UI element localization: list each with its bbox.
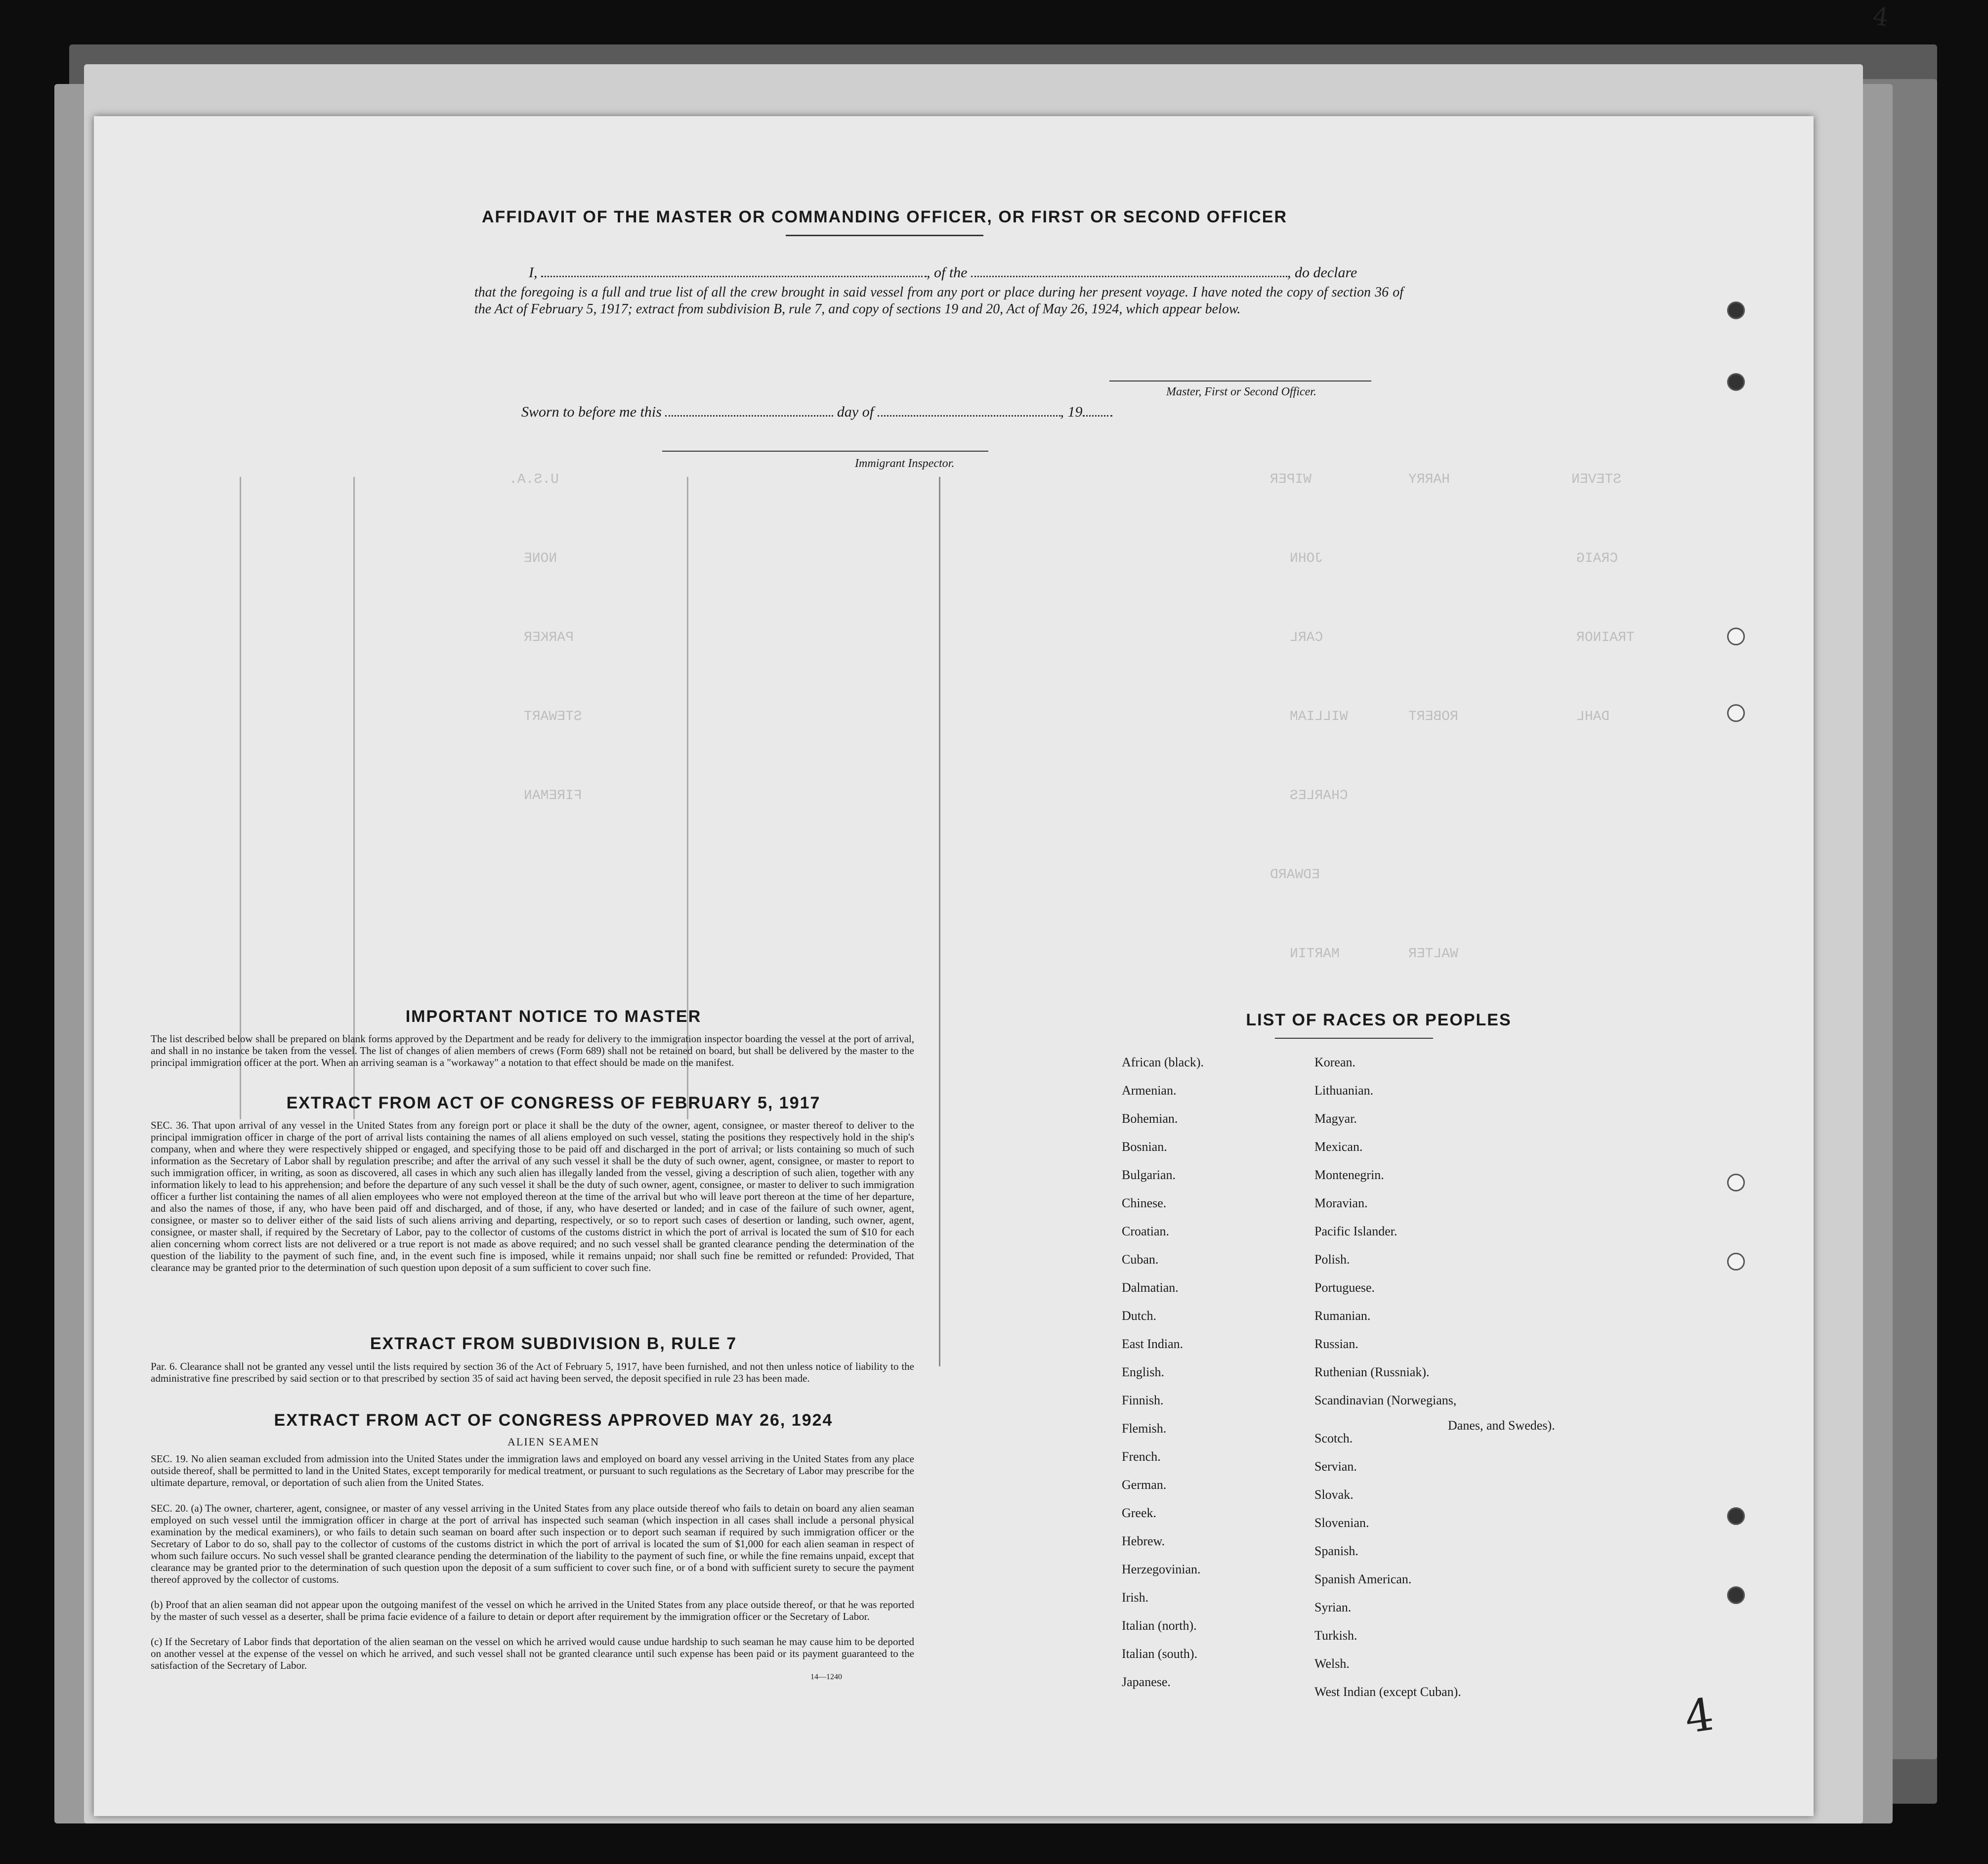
ghost-word: HARRY <box>1408 472 1450 487</box>
race-item: Hebrew. <box>1122 1534 1165 1548</box>
ghost-word: U.S.A. <box>509 472 559 487</box>
sworn-start: Sworn to before me this <box>521 404 662 420</box>
race-item: Herzegovinian. <box>1122 1562 1201 1576</box>
race-item: Montenegrin. <box>1314 1168 1384 1182</box>
ghost-word: CHARLES <box>1290 788 1348 804</box>
punch-hole <box>1727 1253 1745 1271</box>
declaration-start: I, <box>529 264 538 281</box>
form-number: 14—1240 <box>810 1673 842 1681</box>
signature-label: Master, First or Second Officer. <box>1166 385 1316 398</box>
punch-hole <box>1727 1174 1745 1191</box>
race-item: Cuban. <box>1122 1252 1159 1267</box>
race-item: African (black). <box>1122 1055 1204 1069</box>
race-item: Servian. <box>1314 1459 1357 1474</box>
ghost-word: CARL <box>1290 630 1323 645</box>
title-rule <box>786 235 983 236</box>
scandinavian-continuation: Danes, and Swedes). <box>1448 1418 1555 1433</box>
race-item: Moravian. <box>1314 1196 1368 1210</box>
race-item: Greek. <box>1122 1506 1157 1520</box>
race-item: German. <box>1122 1478 1167 1492</box>
race-item: West Indian (except Cuban). <box>1314 1685 1461 1699</box>
race-item: Welsh. <box>1314 1656 1350 1671</box>
sworn-end: , 19 <box>1060 404 1083 420</box>
sec20b-text: (b) Proof that an alien seaman did not appear upon the outgoing manifest of the vessel on which he arrived in the United States from any place outside thereof, or that he was reported by the master of such vessel as a deserter, shall be prima facie evidence of a failure to detain or deport after requirement by the immigration officer or the Secretary of Labor. <box>151 1599 914 1622</box>
ghost-word: WALTER <box>1408 946 1458 962</box>
extract-1924-title: EXTRACT FROM ACT OF CONGRESS APPROVED MAY 26, 1924 <box>274 1411 833 1430</box>
affidavit-title: AFFIDAVIT OF THE MASTER OR COMMANDING OFFICER, OR FIRST OR SECOND OFFICER <box>482 208 1287 226</box>
ghost-word: WIPER <box>1270 472 1312 487</box>
sworn-mid: day of <box>837 404 874 420</box>
document-page <box>94 1 1891 1816</box>
handwritten-mark: 4 <box>1871 1 1891 32</box>
race-item: Bulgarian. <box>1122 1168 1176 1182</box>
race-item: Croatian. <box>1122 1224 1170 1238</box>
affidavit-body: that the foregoing is a full and true list of all the crew brought in said vessel from any port or place during her present voyage. I have noted the copy of section 36 of the Act of February 5, 1917; extract from subdivision B, rule 7, and copy of sections 19 and 20, Act of May 26, 1924, which appear below. <box>474 285 1403 317</box>
race-item: Russian. <box>1314 1337 1358 1351</box>
race-item: Mexican. <box>1314 1140 1363 1154</box>
race-item: Scandinavian (Norwegians, <box>1314 1393 1457 1407</box>
race-item: Japanese. <box>1122 1675 1171 1689</box>
race-item: Slovenian. <box>1314 1516 1369 1530</box>
ghost-word: MARTIN <box>1290 946 1340 962</box>
race-item: Flemish. <box>1122 1421 1167 1436</box>
race-item: East Indian. <box>1122 1337 1184 1351</box>
column-rule <box>939 477 940 1366</box>
race-item: English. <box>1122 1365 1164 1379</box>
race-item: Bosnian. <box>1122 1140 1167 1154</box>
punch-hole <box>1727 301 1745 319</box>
race-item: Polish. <box>1314 1252 1350 1267</box>
punch-hole <box>1727 628 1745 645</box>
race-item: Korean. <box>1314 1055 1356 1069</box>
race-item: Ruthenian (Russniak). <box>1314 1365 1430 1379</box>
rule7-text: Par. 6. Clearance shall not be granted any vessel until the lists required by section 36 of the Act of February 5, 1917, have been furnished, and not then unless notice of liability to the administrative fine prescribed by said section or to that prescribed by section 35 of said act having been served, the deposit specified in rule 23 has been made. <box>151 1360 914 1384</box>
ghost-word: WILLIAM <box>1290 709 1348 724</box>
notice-text: The list described below shall be prepared on blank forms approved by the Department and be ready for delivery to the immigration inspector boarding the vessel at the port of arrival, and shall in no instance be taken from the vessel. The list of changes of alien members of crews (Form 689) shall not be retained on board, but shall be delivered by the master to the principal immigration officer at the port. When an arriving seaman is a "workaway" a notation to that effect should be made on the manifest. <box>151 1033 914 1068</box>
day-blank[interactable] <box>665 415 833 417</box>
alien-seamen-subtitle: ALIEN SEAMEN <box>508 1436 599 1448</box>
extract-1917-title: EXTRACT FROM ACT OF CONGRESS OF FEBRUARY 5, 1917 <box>286 1094 821 1112</box>
race-item: Lithuanian. <box>1314 1083 1374 1098</box>
race-item: Spanish American. <box>1314 1572 1412 1586</box>
sec19-text: SEC. 19. No alien seaman excluded from admission into the United States under the immigration laws and employed on board any vessel arriving in the United States from any place outside thereof, shall be permitted to land in the United States, except temporarily for medical treatment, or pursuant to such regulations as the Secretary of Labor may prescribe for the ultimate departure, removal, or deportation of such alien from the United States. <box>151 1453 914 1488</box>
ghost-word: STEVEN <box>1571 472 1621 487</box>
declaration-mid: , of the <box>927 264 968 281</box>
inspector-label: Immigrant Inspector. <box>855 457 955 470</box>
ghost-word: NONE <box>524 551 557 566</box>
races-rule <box>1275 1038 1433 1039</box>
race-item: Rumanian. <box>1314 1309 1371 1323</box>
race-item: Portuguese. <box>1314 1280 1375 1295</box>
notice-title: IMPORTANT NOTICE TO MASTER <box>405 1007 702 1026</box>
ghost-word: FIREMAN <box>524 788 582 804</box>
ghost-word: ROBERT <box>1408 709 1458 724</box>
sworn-line <box>521 404 1112 421</box>
race-item: French. <box>1122 1449 1161 1464</box>
extract-1917-text: SEC. 36. That upon arrival of any vessel in the United States from any foreign port or place it shall be the duty of the owner, agent, consignee, or master thereof to deliver to the principal immigration officer in charge of the port of arrival lists containing the names of all aliens employed on such vessel, stating the positions they respectively hold in the ship's company, when and where they were respectively shipped or engaged, and specifying those to be paid off and discharged in the port of arrival; or lists containing so much of such information as the Secretary of Labor shall by regulation prescribe; and after the arrival of any such vessel it shall be the duty of such owner, agent, consignee, or master to report to such immigration officer, in writing, as soon as discovered, all cases in which any such alien has illegally landed from the vessel, giving a description of such alien, together with any information likely to lead to his apprehension; and before the departure of any such vessel it shall be the duty of such owner, agent, consignee, or master to deliver to such immigration officer a further list containing the names of all alien employees who were not employed thereon at the time of the arrival but who will leave port thereon at the time of her departure, and also the names of those, if any, who have been paid off and discharged, and of those, if any, who have deserted or landed; and in case of the failure of such owner, agent, consignee, or master so to deliver either of the said lists of such aliens arriving and departing, respectively, or so to report such cases of desertion or landing, such owner, agent, consignee, or master shall, if required by the Secretary of Labor, pay to the collector of customs of the customs district in which the port of arrival is located the sum of $10 for each alien concerning whom correct lists are not delivered or a true report is not made as above required; and no such vessel shall be granted clearance pending the determination of the question of the liability to the payment of such fine, and, in the event such fine is imposed, while it remains unpaid; nor shall such fine be remitted or refunded: Provided, That clearance may be granted prior to the determination of such question upon deposit of a sum sufficient to cover such fine. <box>151 1119 914 1273</box>
ghost-word: EDWARD <box>1270 867 1320 883</box>
ghost-word: CRAIG <box>1576 551 1618 566</box>
race-item: Spanish. <box>1314 1544 1358 1558</box>
handwritten-mark: 4 <box>1681 1688 1717 1744</box>
race-item: Italian (north). <box>1122 1618 1197 1633</box>
declaration-end: , do declare <box>1287 264 1357 281</box>
vessel-blank[interactable] <box>971 276 1287 277</box>
race-item: Magyar. <box>1314 1111 1357 1126</box>
ghost-word: DAHL <box>1576 709 1610 724</box>
race-item: Scotch. <box>1314 1431 1353 1445</box>
punch-hole <box>1727 373 1745 391</box>
ghost-word: JOHN <box>1290 551 1323 566</box>
punch-hole <box>1727 1507 1745 1525</box>
month-blank[interactable] <box>878 415 1060 417</box>
race-item: Finnish. <box>1122 1393 1164 1407</box>
rule7-title: EXTRACT FROM SUBDIVISION B, RULE 7 <box>370 1334 737 1353</box>
name-blank[interactable] <box>541 276 927 277</box>
year-blank[interactable] <box>1083 415 1112 417</box>
races-title: LIST OF RACES OR PEOPLES <box>1246 1011 1512 1029</box>
race-item: Italian (south). <box>1122 1647 1198 1661</box>
sec20a-text: SEC. 20. (a) The owner, charterer, agent, consignee, or master of any vessel arriving in the United States from any place outside thereof who fails to detain on board any alien seaman employed on such vessel until the immigration officer in charge at the port of arrival has inspected such seaman (which inspection in all cases shall include a personal physical examination by the medical examiners), or who fails to detain such seaman on board after such inspection or to deport such seaman if required by such immigration officer or the Secretary of Labor to do so, shall pay to the collector of customs of the customs district in which the port of arrival is located the sum of $1,000 for each alien seaman in respect of whom such failure occurs. No such vessel shall be granted clearance pending the determination of the liability to the payment of such fine, or while the fine remains unpaid, except that clearance may be granted prior to the determination of such question upon the deposit of a sum sufficient to cover such fine, or of a bond with sufficient surety to secure the payment thereof approved by the collector of customs. <box>151 1502 914 1585</box>
race-item: Chinese. <box>1122 1196 1167 1210</box>
punch-hole <box>1727 1586 1745 1604</box>
sec20c-text: (c) If the Secretary of Labor finds that deportation of the alien seaman on the vessel on which he arrived would cause undue hardship to such seaman he may cause him to be deported on another vessel at the expense of the vessel on which he arrived, and such vessel shall not be granted clearance until such expense has been paid or its payment guaranteed to the satisfaction of the Secretary of Labor. <box>151 1636 914 1671</box>
ghost-word: STEWART <box>524 709 582 724</box>
race-item: Dutch. <box>1122 1309 1157 1323</box>
punch-hole <box>1727 704 1745 722</box>
race-item: Syrian. <box>1314 1600 1352 1614</box>
declaration-line <box>529 264 1357 281</box>
ghost-word: PARKER <box>524 630 574 645</box>
race-item: Slovak. <box>1314 1487 1354 1502</box>
ghost-word: TRAINOR <box>1576 630 1635 645</box>
race-item: Pacific Islander. <box>1314 1224 1397 1238</box>
race-item: Armenian. <box>1122 1083 1177 1098</box>
race-item: Dalmatian. <box>1122 1280 1179 1295</box>
inspector-line <box>662 451 988 452</box>
race-item: Turkish. <box>1314 1628 1357 1643</box>
race-item: Irish. <box>1122 1590 1149 1605</box>
race-item: Bohemian. <box>1122 1111 1178 1126</box>
